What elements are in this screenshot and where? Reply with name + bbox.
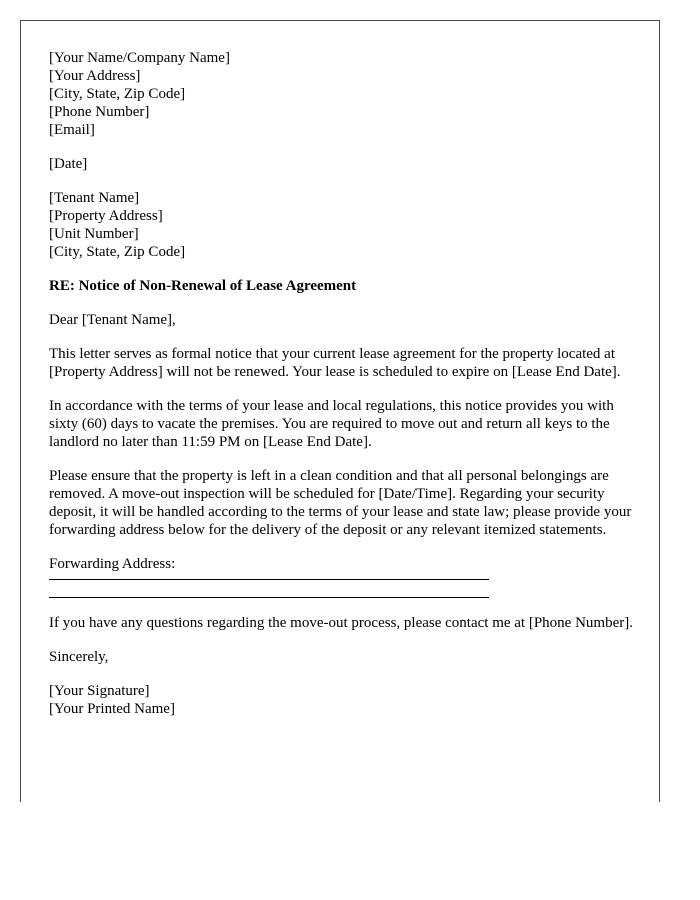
signature: [Your Signature]	[49, 683, 150, 699]
signature-block	[49, 682, 639, 718]
recipient-block	[49, 189, 639, 261]
body-paragraph-1: This letter serves as formal notice that your current lease agreement for the property located at [Property Address] will not be renewed. Your lease is scheduled to expire on [Lease End Date].	[49, 346, 621, 380]
subject-line: RE: Notice of Non-Renewal of Lease Agreement	[49, 278, 357, 294]
forwarding-address-line-2[interactable]	[49, 597, 489, 598]
closing: Sincerely,	[49, 649, 109, 665]
recipient-unit: [Unit Number]	[49, 226, 139, 242]
forwarding-address-label: Forwarding Address:	[49, 556, 176, 572]
salutation: Dear [Tenant Name],	[49, 312, 176, 328]
letter-page	[20, 20, 660, 802]
sender-phone: [Phone Number]	[49, 104, 150, 120]
sender-address: [Your Address]	[49, 68, 141, 84]
body-paragraph-4: If you have any questions regarding the move-out process, please contact me at [Phone Number].	[49, 615, 633, 631]
sender-city: [City, State, Zip Code]	[49, 86, 186, 102]
sender-block	[49, 49, 639, 139]
forwarding-address-lines	[49, 579, 639, 598]
letter-content	[49, 49, 639, 734]
letter-date: [Date]	[49, 156, 88, 172]
sender-email: [Email]	[49, 122, 95, 138]
sender-name: [Your Name/Company Name]	[49, 50, 230, 66]
forwarding-block	[49, 555, 639, 573]
body-paragraph-3: Please ensure that the property is left in a clean condition and that all personal belongings are removed. A move-out inspection will be scheduled for [Date/Time]. Regarding your security deposit, it will be handled according to the terms of your lease and state law; please provide your forwarding address below for the delivery of the deposit or any relevant itemized statements.	[49, 468, 632, 538]
body-paragraph-2: In accordance with the terms of your lease and local regulations, this notice provides you with sixty (60) days to vacate the premises. You are required to move out and return all keys to the landlord no later than 11:59 PM on [Lease End Date].	[49, 398, 614, 450]
recipient-name: [Tenant Name]	[49, 190, 140, 206]
printed-name: [Your Printed Name]	[49, 701, 175, 717]
recipient-property: [Property Address]	[49, 208, 163, 224]
recipient-city: [City, State, Zip Code]	[49, 244, 186, 260]
date-block	[49, 155, 639, 173]
forwarding-address-line-1[interactable]	[49, 579, 489, 580]
